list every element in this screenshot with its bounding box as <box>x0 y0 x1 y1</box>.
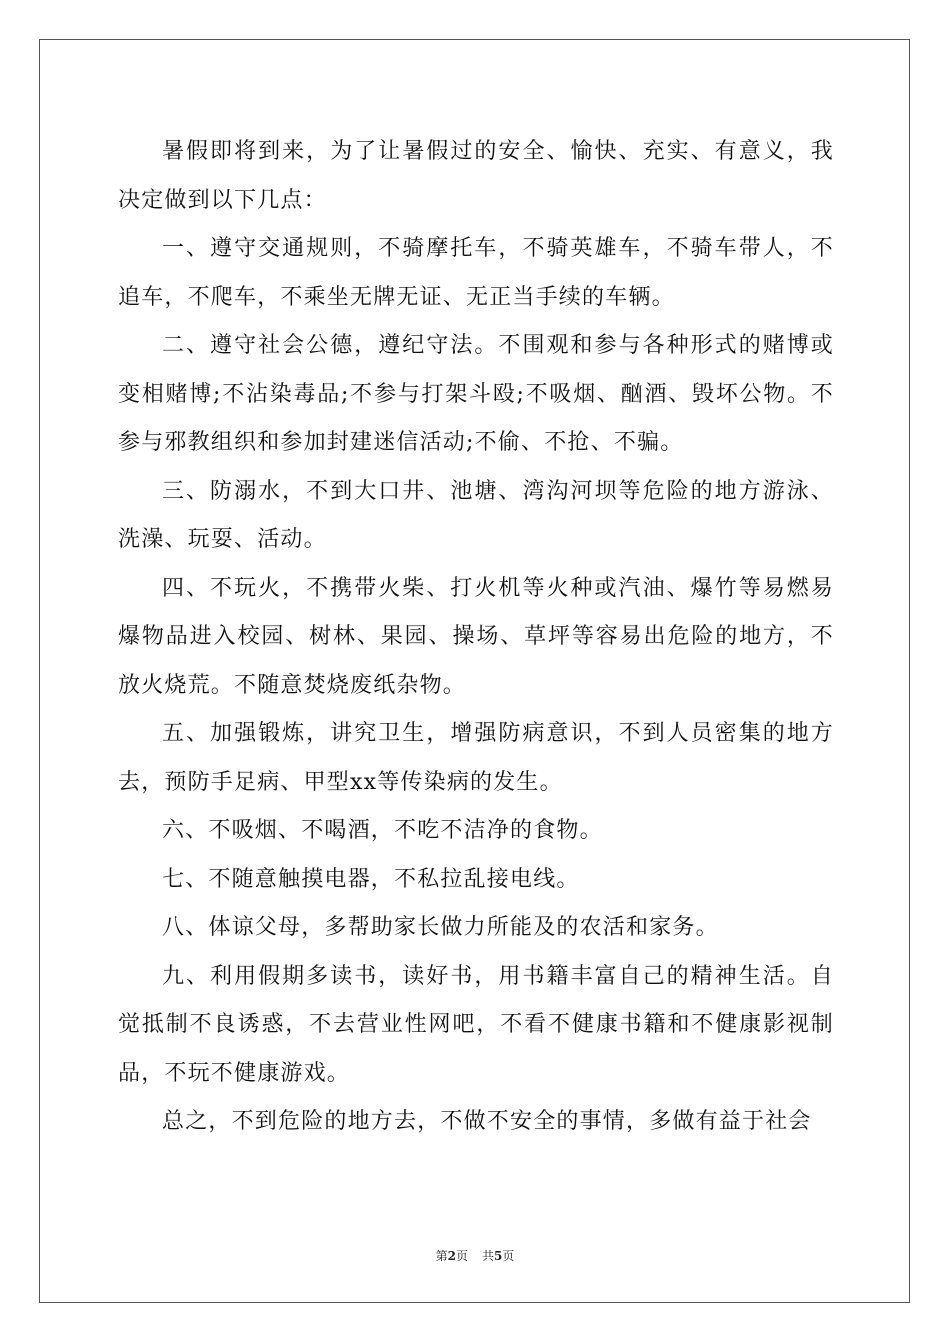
paragraph-rule-9: 九、利用假期多读书，读好书，用书籍丰富自己的精神生活。自觉抵制不良诱惑，不去营业性网吧，不看不健康书籍和不健康影视制品，不玩不健康游戏。 <box>118 963 834 1086</box>
paragraph-rule-8: 八、体谅父母，多帮助家长做力所能及的农活和家务。 <box>162 915 719 940</box>
paragraph-rule-7: 七、不随意触摸电器，不私拉乱接电线。 <box>162 866 580 892</box>
total-pages-number: 5 <box>494 1249 503 1263</box>
total-pages-prefix: 共 <box>482 1249 495 1263</box>
paragraph-rule-2: 二、遵守社会公德，遵纪守法。不围观和参与各种形式的赌博或变相赌博;不沾染毒品;不参与打架斗殴;不吸烟、酗酒、毁坏公物。不参与邪教组织和参加封建迷信活动;不偷、不抢、不骗。 <box>118 333 834 455</box>
current-page-number: 2 <box>447 1249 456 1263</box>
page-footer <box>0 1247 950 1264</box>
page-number-suffix: 页 <box>455 1249 468 1263</box>
paragraph-rule-3: 三、防溺水，不到大口井、池塘、湾沟河坝等危险的地方游泳、洗澡、玩耍、活动。 <box>118 478 834 552</box>
paragraph-conclusion: 总之，不到危险的地方去，不做不安全的事情，多做有益于社会 <box>162 1109 812 1134</box>
paragraph-intro: 暑假即将到来，为了让暑假过的安全、愉快、充实、有意义，我决定做到以下几点： <box>118 139 834 213</box>
paragraph-rule-1: 一、遵守交通规则，不骑摩托车，不骑英雄车，不骑车带人，不追车，不爬车，不乘坐无牌无证、无正当手续的车辆。 <box>118 236 834 310</box>
total-pages-suffix: 页 <box>502 1249 515 1263</box>
document-body <box>118 128 834 1147</box>
page-number-prefix: 第 <box>435 1249 448 1263</box>
paragraph-rule-5: 五、加强锻炼，讲究卫生，增强防病意识，不到人员密集的地方去，预防手足病、甲型xx等传染病的发生。 <box>118 721 834 795</box>
paragraph-rule-6: 六、不吸烟、不喝酒，不吃不洁净的食物。 <box>162 818 603 843</box>
paragraph-rule-4: 四、不玩火，不携带火柴、打火机等火种或汽油、爆竹等易燃易爆物品进入校园、树林、果园、操场、草坪等容易出危险的地方，不放火烧荒。不随意焚烧废纸杂物。 <box>118 575 834 698</box>
